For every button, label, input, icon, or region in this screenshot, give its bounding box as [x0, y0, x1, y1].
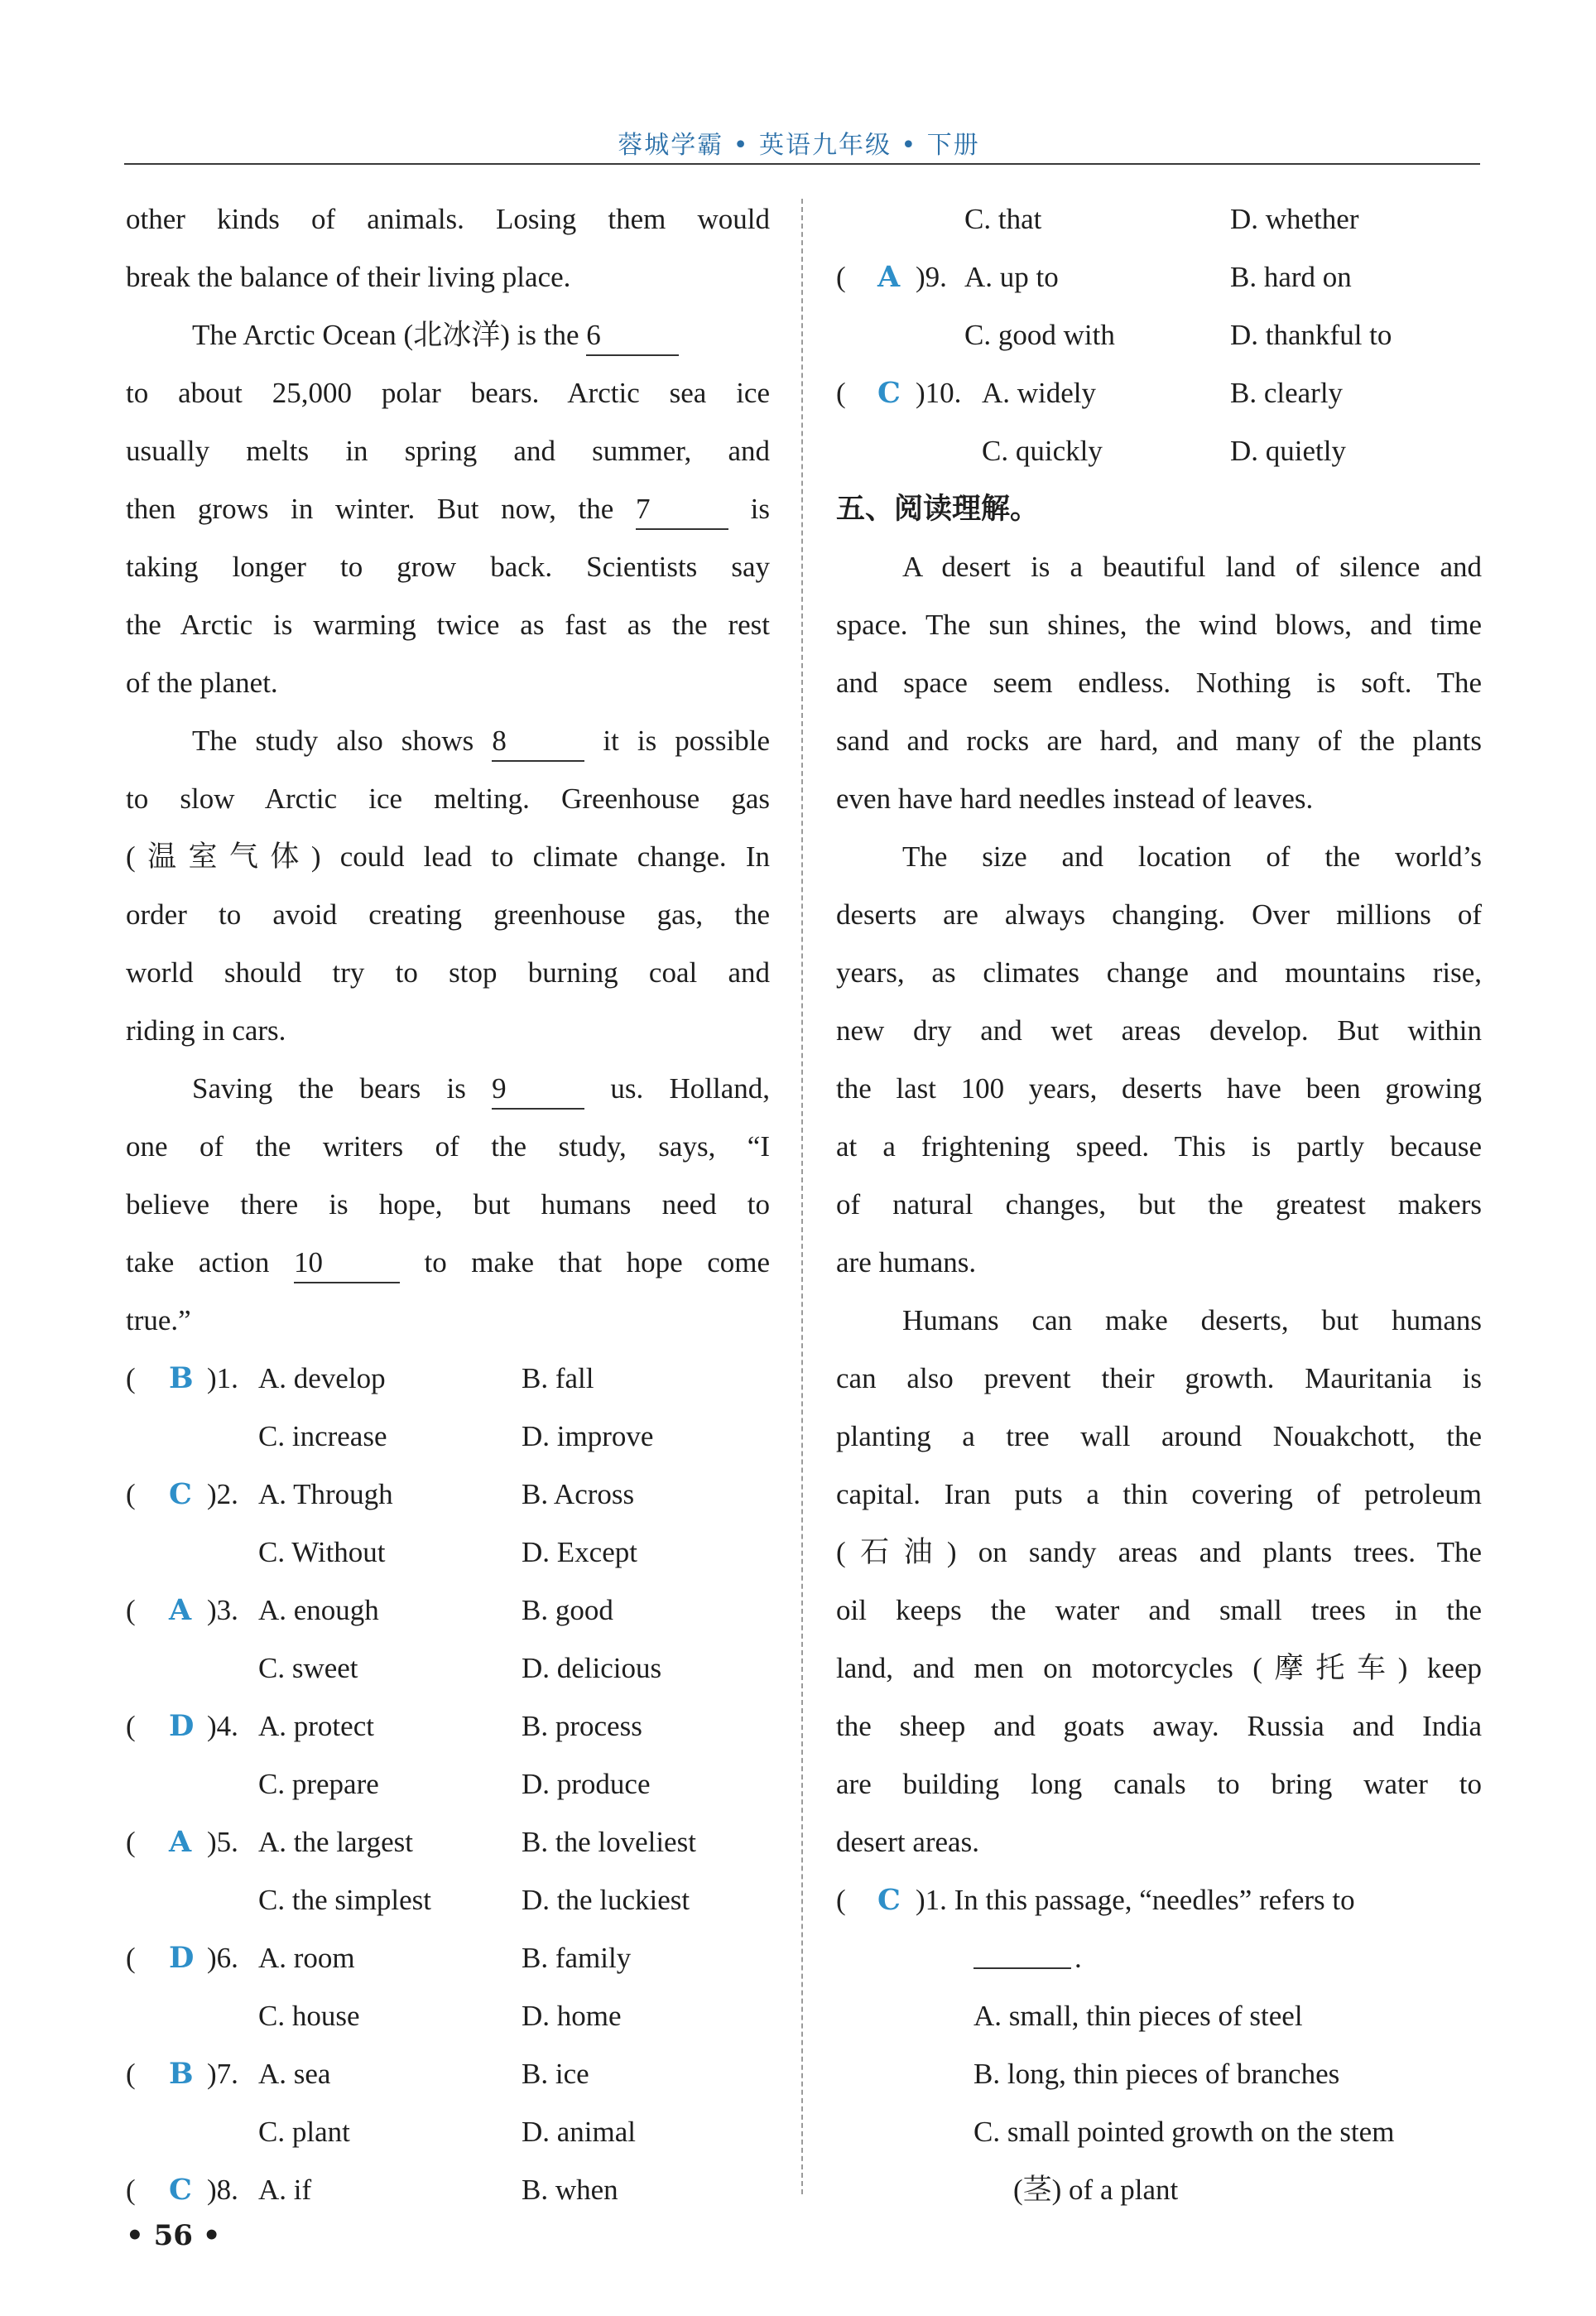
option-b: B. when [522, 2174, 618, 2206]
option-d: D. quietly [1230, 435, 1346, 467]
option-b: B. ice [522, 2058, 589, 2090]
answer-mark: D [169, 1941, 195, 1975]
option-d: D. animal [522, 2116, 637, 2148]
passage-line: space. The sun shines, the wind blows, and time [836, 609, 1482, 641]
answer-mark: D [169, 1709, 195, 1743]
question-row: ( C )8. A. if B. when [126, 2161, 770, 2219]
passage-line: Humans can make deserts, but humans [902, 1304, 1482, 1336]
option-a: A. sea [258, 2058, 331, 2090]
header-rule [124, 163, 1480, 165]
option-a: A. Through [258, 1478, 393, 1510]
option-c: C. plant [258, 2116, 350, 2148]
option-d: D. thankful to [1230, 319, 1392, 351]
question-row: ( A )3. A. enough B. good [126, 1582, 770, 1639]
passage-line: (石油) on sandy areas and plants trees. The [836, 1536, 1482, 1568]
option-c: C. prepare [258, 1768, 379, 1800]
option-d: D. home [522, 2000, 622, 2032]
option-c: C. good with [964, 319, 1115, 351]
question-row-options [836, 190, 1482, 248]
option-c-continued: (茎) of a plant [1013, 2174, 1179, 2206]
option-row [836, 2103, 1482, 2161]
answer-mark: A [169, 1825, 192, 1859]
passage-line: are building long canals to bring water to [836, 1768, 1482, 1800]
question-row: ( A )9. A. up to B. hard on [836, 248, 1482, 306]
passage-line: the Arctic is warming twice as fast as the rest [126, 609, 770, 641]
answer-blank [973, 1934, 1071, 1969]
option-c: C. Without [258, 1536, 386, 1568]
passage-line: desert areas. [836, 1826, 979, 1858]
option-a: A. enough [258, 1594, 379, 1626]
passage-line: to slow Arctic ice melting. Greenhouse gas [126, 782, 770, 815]
question-row: ( C )1. In this passage, “needles” refers to [836, 1871, 1482, 1929]
option-a: A. develop [258, 1362, 386, 1394]
option-b: B. fall [522, 1362, 594, 1394]
answer-mark: B [169, 1361, 194, 1395]
option-a: A. room [258, 1942, 355, 1974]
option-b: B. Across [522, 1478, 635, 1510]
left-column [126, 190, 770, 2219]
passage-line: usually melts in spring and summer, and [126, 435, 770, 467]
column-divider [801, 199, 803, 2194]
passage-line: and space seem endless. Nothing is soft. The [836, 667, 1482, 699]
option-b: B. clearly [1230, 377, 1344, 409]
option-c: C. house [258, 2000, 360, 2032]
option-b: B. family [522, 1942, 632, 1974]
question-row-options [126, 1755, 770, 1813]
option-c: C. quickly [982, 435, 1103, 467]
passage-line: The Arctic Ocean (北冰洋) is the 6 [126, 306, 770, 364]
option-c: C. sweet [258, 1652, 358, 1684]
section-title: 五、阅读理解。 [836, 493, 1040, 526]
option-d: D. improve [522, 1420, 654, 1452]
passage-line: break the balance of their living place. [126, 261, 571, 293]
option-row [836, 1987, 1482, 2045]
answer-mark: C [169, 1477, 192, 1511]
blank-9: 9 [492, 1070, 584, 1110]
cloze-questions [126, 1350, 770, 2219]
passage-line: land, and men on motorcycles (摩托车) keep [836, 1652, 1482, 1684]
question-row-options [126, 2103, 770, 2161]
passage-line: can also prevent their growth. Mauritania is [836, 1362, 1482, 1394]
passage-line: oil keeps the water and small trees in the [836, 1594, 1482, 1626]
option-c: C. that [964, 203, 1042, 235]
question-row: ( D )6. A. room B. family [126, 1929, 770, 1987]
passage-line: riding in cars. [126, 1014, 286, 1047]
option-a: A. widely [982, 377, 1097, 409]
passage-line: at a frightening speed. This is partly because [836, 1130, 1482, 1163]
option-row [836, 2045, 1482, 2103]
passage-line: capital. Iran puts a thin covering of petroleum [836, 1478, 1482, 1510]
right-column [836, 190, 1482, 2219]
option-d: D. the luckiest [522, 1884, 690, 1916]
passage-line: years, as climates change and mountains rise, [836, 956, 1482, 989]
passage-line: planting a tree wall around Nouakchott, the [836, 1420, 1482, 1452]
option-d: D. whether [1230, 203, 1359, 235]
page-number: • 56 • [126, 2219, 221, 2252]
passage-line: A desert is a beautiful land of silence and [902, 551, 1482, 583]
passage-line: The study also shows 8 it is possible [126, 712, 770, 770]
passage-line: Saving the bears is 9 us. Holland, [126, 1060, 770, 1118]
answer-blank-row: . [836, 1929, 1482, 1987]
question-row-options [126, 1524, 770, 1582]
option-a: A. if [258, 2174, 312, 2206]
passage-line: new dry and wet areas develop. But within [836, 1014, 1482, 1047]
option-b: B. long, thin pieces of branches [973, 2058, 1340, 2090]
question-row: ( D )4. A. protect B. process [126, 1697, 770, 1755]
answer-mark: C [169, 2173, 192, 2207]
answer-mark: A [877, 260, 901, 294]
passage-line: are humans. [836, 1246, 977, 1278]
option-b: B. hard on [1230, 261, 1352, 293]
option-d: D. delicious [522, 1652, 662, 1684]
passage-line: take action 10 to make that hope come [126, 1234, 770, 1292]
answer-mark: A [169, 1593, 192, 1627]
option-a: A. protect [258, 1710, 374, 1742]
answer-mark: C [877, 376, 901, 410]
option-a: A. up to [964, 261, 1059, 293]
passage-line: to about 25,000 polar bears. Arctic sea ice [126, 377, 770, 409]
reading-passage [836, 538, 1482, 1871]
option-d: D. Except [522, 1536, 637, 1568]
question-row: ( C )10. A. widely B. clearly [836, 364, 1482, 422]
passage-line: believe there is hope, but humans need to [126, 1188, 770, 1221]
passage-line: deserts are always changing. Over millions of [836, 898, 1482, 931]
passage-line: of natural changes, but the greatest makers [836, 1188, 1482, 1221]
question-row: ( A )5. A. the largest B. the loveliest [126, 1813, 770, 1871]
question-row: ( B )1. A. develop B. fall [126, 1350, 770, 1408]
passage-line: one of the writers of the study, says, “I [126, 1130, 770, 1163]
passage-line: sand and rocks are hard, and many of the plants [836, 725, 1482, 757]
answer-mark: B [169, 2057, 194, 2091]
passage-line: (温室气体) could lead to climate change. In [126, 840, 770, 873]
passage-line: of the planet. [126, 667, 278, 699]
option-a: A. the largest [258, 1826, 413, 1858]
option-row [836, 2161, 1482, 2219]
question-row-options [126, 1408, 770, 1466]
question-stem: )1. In this passage, “needles” refers to [916, 1884, 1355, 1916]
option-d: D. produce [522, 1768, 651, 1800]
option-c: C. the simplest [258, 1884, 432, 1916]
option-c: C. increase [258, 1420, 387, 1452]
question-row-options [126, 1987, 770, 2045]
option-b: B. good [522, 1594, 613, 1626]
passage-line: The size and location of the world’s [902, 840, 1482, 873]
passage-line: the last 100 years, deserts have been growing [836, 1072, 1482, 1105]
running-header: 蓉城学霸 • 英语九年级 • 下册 [618, 131, 980, 160]
passage-line: even have hard needles instead of leaves. [836, 782, 1314, 815]
blank-6: 6 [586, 316, 679, 356]
question-row-options [126, 1639, 770, 1697]
passage-line: order to avoid creating greenhouse gas, the [126, 898, 770, 931]
reading-question-1 [836, 1871, 1482, 2219]
option-a: A. small, thin pieces of steel [973, 2000, 1303, 2032]
blank-8: 8 [492, 722, 584, 762]
blank-7: 7 [636, 490, 728, 530]
answer-mark: C [877, 1883, 901, 1917]
option-b: B. process [522, 1710, 642, 1742]
option-c: C. small pointed growth on the stem [973, 2116, 1395, 2148]
cloze-passage [126, 190, 770, 1350]
question-row-options [836, 306, 1482, 364]
passage-line: world should try to stop burning coal and [126, 956, 770, 989]
passage-line: other kinds of animals. Losing them would [126, 203, 770, 235]
passage-line: true.” [126, 1304, 191, 1336]
passage-line: then grows in winter. But now, the 7 is [126, 480, 770, 538]
question-row: ( C )2. A. Through B. Across [126, 1466, 770, 1524]
passage-line: the sheep and goats away. Russia and India [836, 1710, 1482, 1742]
question-row: ( B )7. A. sea B. ice [126, 2045, 770, 2103]
option-b: B. the loveliest [522, 1826, 696, 1858]
question-row-options [836, 422, 1482, 480]
question-row-options [126, 1871, 770, 1929]
passage-line: taking longer to grow back. Scientists say [126, 551, 770, 583]
blank-10: 10 [294, 1244, 400, 1283]
